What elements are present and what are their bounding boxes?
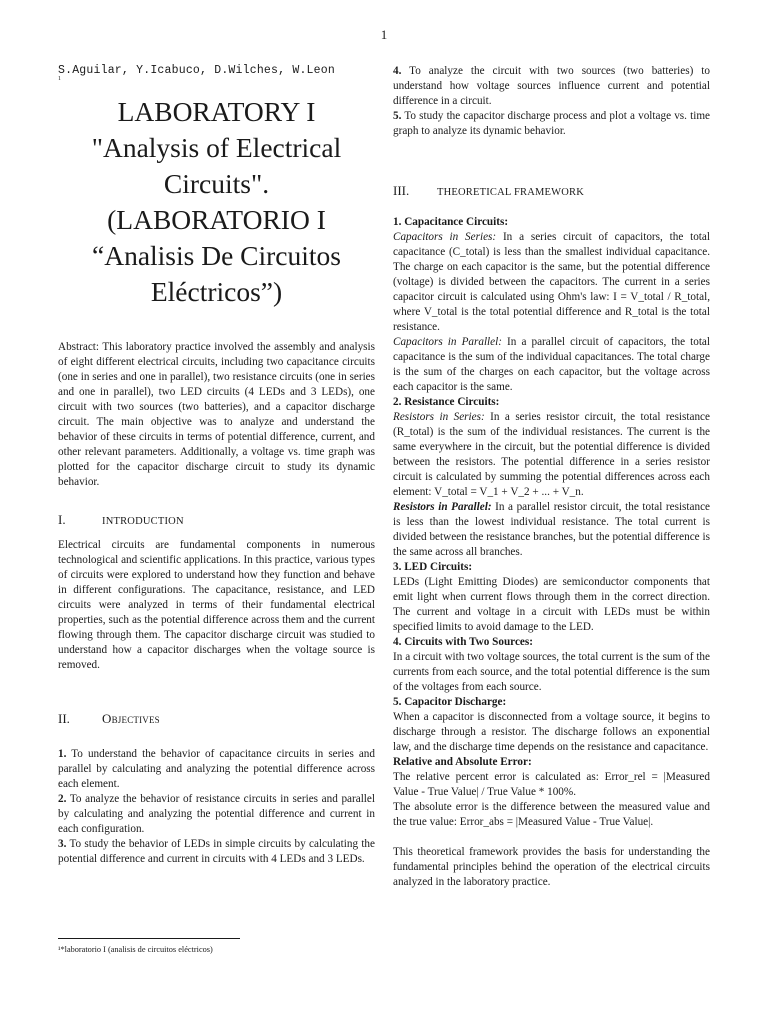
objective-item [393,64,710,109]
section-number: I. [58,512,66,527]
page-number: 1 [380,27,388,42]
objective-item [393,109,710,139]
objective-item [58,747,375,792]
objective-number: 3. [58,838,67,850]
right-column [393,64,710,890]
section-heading-introduction [58,512,375,530]
capacitors-series-label: Capacitors in Series: [393,231,497,243]
discharge-text: When a capacitor is disconnected from a voltage source, it begins to discharge through a resistor. The discharge follows an exponential law, and the discharge time depends on the resistance and capacitance. [393,711,710,753]
footnote-divider [58,938,240,939]
resistors-series-text: In a series resistor circuit, the total resistance (R_total) is the sum of the individual resistances. The current is the same everywhere in the circuit, but the potential difference is divided between the resistors. The potential difference in a series resistor circuit is calculated by summing the potential differences across each element: V_total = V_1 + V_2 + ... + V_n. [393,411,710,498]
section-number: II. [58,711,70,726]
subheading-led: 3. LED Circuits: [393,561,473,573]
section-title: Objectives [102,711,160,726]
two-sources-text: In a circuit with two voltage sources, the total current is the sum of the currents from each source, and the total potential difference is the sum of the voltages from each source. [393,651,710,693]
relative-error-text: The relative percent error is calculated as: Error_rel = |Measured Value - True Value| / True Value * 100%. [393,771,710,798]
resistors-parallel-label: Resistors in Parallel: [393,501,492,513]
objective-text: To study the behavior of LEDs in simple circuits by calculating the potential difference and current in circuits with 4 LEDs and 3 LEDs. [58,838,375,865]
led-text: LEDs (Light Emitting Diodes) are semiconductor components that emit light when current flows through them in the correct direction. The current and voltage in a circuit with LEDs must be within specified limits to avoid damage to the LED. [393,576,710,633]
objectives-list [58,747,375,867]
subheading-resistance: 2. Resistance Circuits: [393,396,500,408]
objective-number: 4. [393,65,402,77]
subheading-error: Relative and Absolute Error: [393,756,532,768]
section-title: THEORETICAL FRAMEWORK [437,187,585,198]
title-line: “Analisis De Circuitos [92,240,341,271]
objective-text: To understand the behavior of capacitance circuits in series and parallel by calculating and analyzing the potential difference across each element. [58,748,375,790]
introduction-text: Electrical circuits are fundamental components in numerous technological and scientific applications. In this practice, various types of circuits were explored to understand how they function and behave in different configurations. The capacitance, resistance, and LED circuits were analyzed in terms of their fundamental electrical properties, such as the potential difference across them and the current flowing through them. The capacitor discharge circuit was studied to understand how a capacitor discharges when the voltage source is removed. [58,539,375,671]
resistors-parallel-text: In a parallel resistor circuit, the total resistance is less than the lowest individual resistance. The total current is divided between the resistance branches, but the potential difference is the same across all branches. [393,501,710,558]
section-title: INTRODUCTION [102,516,184,527]
resistors-series-paragraph [393,410,710,500]
framework-closing-text: This theoretical framework provides the basis for understanding the fundamental principles behind the operation of the electrical circuits analyzed in the laboratory practice. [393,846,710,888]
title-line: LABORATORY I [117,96,316,127]
section-number: III. [393,183,410,198]
objective-item [58,792,375,837]
section-heading-framework [393,183,710,201]
title-line: "Analysis of Electrical [91,132,342,163]
objective-text: To analyze the behavior of resistance circuits in series and parallel by calculating and analyzing the potential difference and current in each configuration. [58,793,375,835]
footnote: ¹*laboratorio I (analisis de circuitos eléctricos) [58,945,213,954]
title-line: Eléctricos”) [150,276,283,307]
paper-title [58,94,375,310]
author-list: S.Aguilar, Y.Icabuco, D.Wilches, W.Leon [58,64,335,77]
capacitors-series-text: In a series circuit of capacitors, the total capacitance (C_total) is less than the smallest individual capacitance. The charge on each capacitor is the same, but the potential difference (voltage) is divided between the capacitors. The current in a series capacitor circuit is calculated using Ohm's law: I = V_total / R_total, where V_total is the total potential difference and R_total is the total resistance. [393,231,710,333]
capacitors-series-paragraph [393,230,710,335]
title-line: Circuits". [163,168,270,199]
absolute-error-text: The absolute error is the difference between the measured value and the true value: Error_abs = |Measured Value - True Value|. [393,801,710,828]
capacitors-parallel-text: In a parallel circuit of capacitors, the total capacitance is the sum of the individual capacitances. The total charge is the sum of the charges on each capacitor, but the voltage across each capacitor is the same. [393,336,710,393]
subheading-capacitance: 1. Capacitance Circuits: [393,216,509,228]
abstract: Abstract: This laboratory practice involved the assembly and analysis of eight different electrical circuits, including two capacitance circuits (one in series and one in parallel), two resistance circuits (one in series and one in parallel), two LED circuits (4 LEDs and 3 LEDs), one circuit with two sources (two batteries), and a capacitor discharge circuit. The main objective was to analyze and understand the behavior of these circuits in terms of potential difference, current, and other relevant parameters. Additionally, a voltage vs. time graph was plotted for the capacitor discharge circuit to study its dynamic behavior. [58,341,375,488]
subheading-discharge: 5. Capacitor Discharge: [393,696,507,708]
objective-number: 5. [393,110,402,122]
objective-item [58,837,375,867]
objective-text: To study the capacitor discharge process and plot a voltage vs. time graph to analyze its dynamic behavior. [393,110,710,137]
capacitors-parallel-paragraph [393,335,710,395]
objective-number: 2. [58,793,67,805]
section-heading-objectives [58,711,375,729]
author-footnote-mark: 1 [58,76,61,82]
objective-number: 1. [58,748,67,760]
subheading-two-sources: 4. Circuits with Two Sources: [393,636,533,648]
title-line: (LABORATORIO I [107,204,326,235]
resistors-parallel-paragraph [393,500,710,560]
resistors-series-label: Resistors in Series: [393,411,485,423]
objective-text: To analyze the circuit with two sources (two batteries) to understand how voltage sources influence current and potential difference in a circuit. [393,65,710,107]
left-column [58,64,375,867]
capacitors-parallel-label: Capacitors in Parallel: [393,336,502,348]
